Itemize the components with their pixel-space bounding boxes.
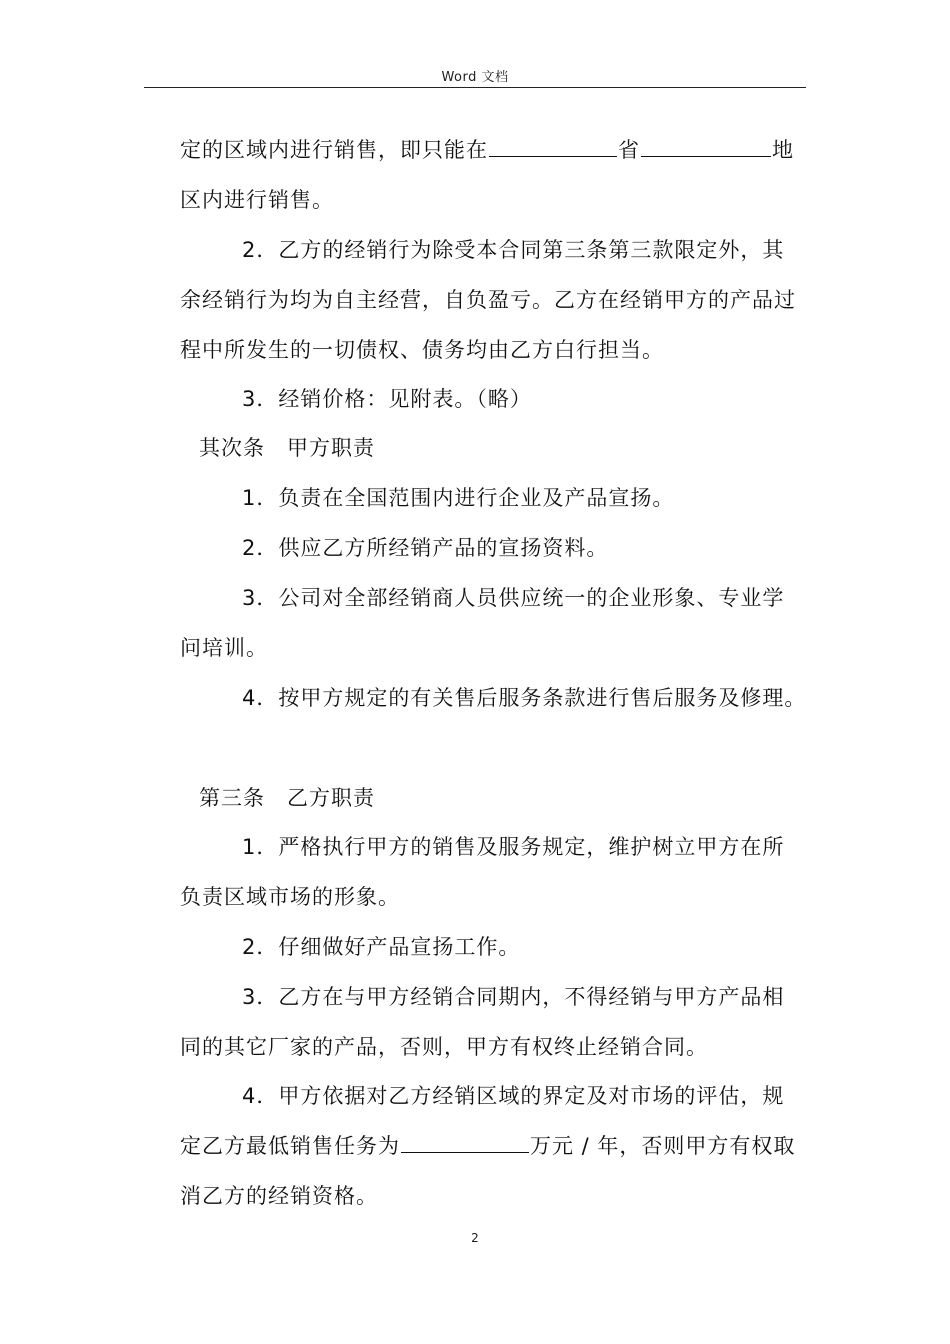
clause-item: 4．按甲方规定的有关售后服务条款进行售后服务及修理。 (242, 686, 807, 710)
page-header-title: Word 文档 (441, 70, 509, 85)
paragraph-line: 消乙方的经销资格。 (180, 1184, 378, 1208)
clause-item: 3．公司对全部经销商人员供应统一的企业形象、专业学 (242, 586, 785, 610)
section-heading: 第三条 乙方职责 (199, 786, 375, 810)
text-segment: 定乙方最低销售任务为 (180, 1134, 400, 1158)
section-heading: 其次条 甲方职责 (199, 436, 375, 460)
fill-in-blank-region[interactable] (641, 136, 771, 157)
text-segment: 定的区域内进行销售，即只能在 (180, 138, 488, 162)
clause-item: 2．乙方的经销行为除受本合同第三条第三款限定外，其 (242, 238, 785, 262)
clause-item: 2．仔细做好产品宣扬工作。 (242, 935, 521, 959)
paragraph-line: 程中所发生的一切债权、债务均由乙方白行担当。 (180, 338, 664, 362)
clause-item: 3．乙方在与甲方经销合同期内，不得经销与甲方产品相 (242, 985, 785, 1009)
paragraph-line: 问培训。 (180, 636, 268, 660)
paragraph-line (180, 135, 794, 165)
paragraph-line: 同的其它厂家的产品，否则，甲方有权终止经销合同。 (180, 1035, 708, 1059)
page-number: 2 (471, 1231, 479, 1245)
clause-item: 2．供应乙方所经销产品的宣扬资料。 (242, 536, 609, 560)
paragraph-line: 负责区域市场的形象。 (180, 885, 400, 909)
text-segment: 地 (772, 138, 794, 162)
clause-item: 3．经销价格：见附表。（略） (242, 387, 532, 411)
clause-item: 1．严格执行甲方的销售及服务规定，维护树立甲方在所 (242, 835, 785, 859)
clause-item: 4．甲方依据对乙方经销区域的界定及对市场的评估，规 (242, 1084, 785, 1108)
fill-in-blank-province[interactable] (489, 136, 617, 157)
clause-item: 1．负责在全国范围内进行企业及产品宣扬。 (242, 486, 675, 510)
paragraph-line (180, 1131, 795, 1161)
header-divider (144, 87, 806, 88)
paragraph-line: 余经销行为均为自主经营，自负盈亏。乙方在经销甲方的产品过 (180, 288, 796, 312)
fill-in-blank-amount[interactable] (401, 1132, 529, 1153)
text-segment: 省 (618, 138, 640, 162)
paragraph-line: 区内进行销售。 (180, 188, 334, 212)
text-segment: 万元 / 年，否则甲方有权取 (530, 1134, 796, 1158)
